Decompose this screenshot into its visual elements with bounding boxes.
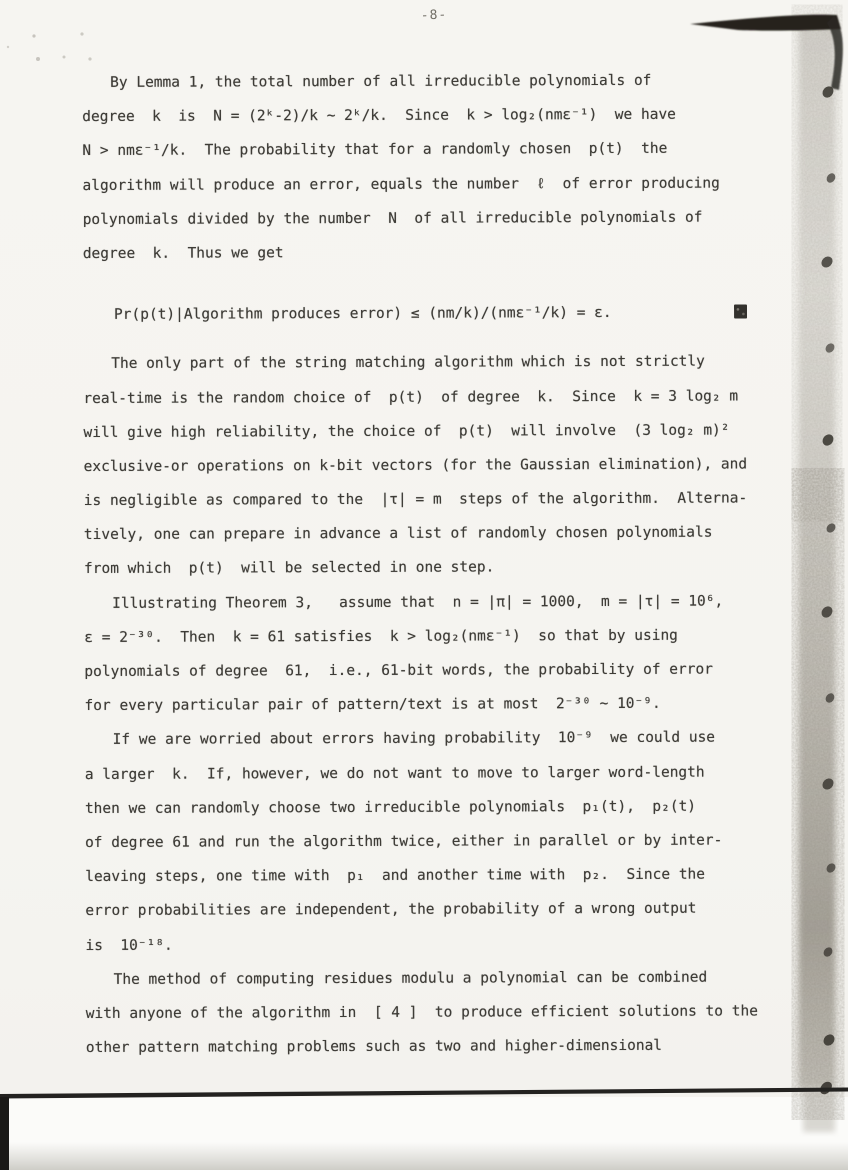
page-number: -8- (420, 7, 448, 24)
text-line: polynomials divided by the number N of all irreducible polynomials of (82, 209, 703, 228)
right-edge-band (794, 26, 842, 1132)
text-line: exclusive-or operations on k-bit vectors (for the Gaussian elimination), and (83, 456, 748, 475)
text-line: error probabilities are independent, the probability of a wrong output (85, 900, 697, 920)
equation-line: Pr(p(t)|Algorithm produces error) ≤ (nm/k)/(nmε⁻¹/k) = ε. (114, 305, 612, 324)
text-line: Illustrating Theorem 3, assume that n = |π| = 1000, m = |τ| = 10⁶, (112, 593, 724, 612)
text-line: ε = 2⁻³⁰. Then k = 61 satisfies k > log₂(nmε⁻¹) so that by using (84, 627, 678, 646)
text-line: By Lemma 1, the total number of all irreducible polynomials of (110, 72, 652, 91)
text-line: other pattern matching problems such as two and higher-dimensional (85, 1037, 663, 1057)
text-line: will give high reliability, the choice of p(t) will involve (3 log₂ m)² (83, 422, 730, 441)
text-line: a larger k. If, however, we do not want to move to larger word-length (84, 764, 705, 783)
text-line: is 10⁻¹⁸. (85, 937, 173, 954)
text-line: polynomials of degree 61, i.e., 61-bit words, the probability of error (84, 661, 713, 680)
text-line: The only part of the string matching algorithm which is not strictly (111, 353, 705, 373)
binding-marks (818, 84, 838, 1096)
text-line: of degree 61 and run the algorithm twice, either in parallel or by inter- (85, 832, 723, 851)
below-page-strip (0, 1097, 848, 1170)
pencil-marks (7, 32, 92, 61)
text-line: tively, one can prepare in advance a list of randomly chosen polynomials (83, 524, 713, 544)
text-line: leaving steps, one time with p₁ and another time with p₂. Since the (85, 866, 706, 886)
text-line: from which p(t) will be selected in one step. (83, 559, 495, 578)
text-line: The method of computing residues modulu a polynomial can be combined (113, 969, 708, 988)
paragraph (84, 584, 785, 723)
paragraph (83, 345, 784, 587)
paragraph (85, 721, 786, 963)
text-line: N > nmε⁻¹/k. The probability that for a randomly chosen p(t) the (82, 141, 668, 160)
displayed-equation (83, 295, 783, 332)
text-line: then we can randomly choose two irreducible polynomials p₁(t), p₂(t) (84, 798, 697, 817)
text-line: for every particular pair of pattern/text is at most 2⁻³⁰ ∼ 10⁻⁹. (84, 695, 661, 715)
text-line: degree k. Thus we get (82, 245, 284, 262)
text-line: real-time is the random choice of p(t) of degree k. Since k = 3 log₂ m (83, 387, 739, 407)
text-line: algorithm will produce an error, equals the number ℓ of error producing (82, 175, 720, 194)
bottom-left-shadow-bar (0, 1097, 9, 1170)
bottom-page-edge (0, 1088, 848, 1099)
qed-mark (734, 305, 747, 319)
text-line: degree k is N = (2ᵏ-2)/k ∼ 2ᵏ/k. Since k > log₂(nmε⁻¹) we have (82, 106, 676, 126)
text-block (82, 63, 786, 1065)
paragraph (82, 63, 783, 271)
text-line: with anyone of the algorithm in [ 4 ] to produce efficient solutions to the (85, 1003, 758, 1022)
text-line: If we are worried about errors having probability 10⁻⁹ we could use (112, 729, 716, 749)
text-line: is negligible as compared to the |τ| = m steps of the algorithm. Alterna- (83, 490, 748, 510)
paragraph (86, 960, 786, 1065)
